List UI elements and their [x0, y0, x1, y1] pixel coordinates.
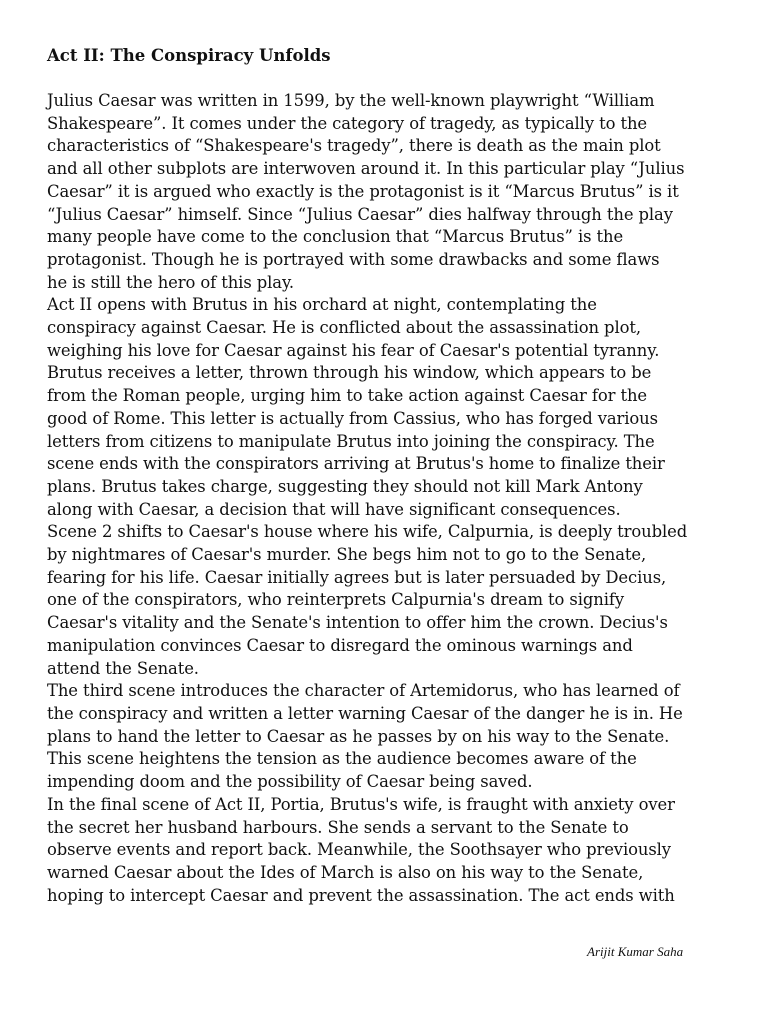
text-line: many people have come to the conclusion that “Marcus Brutus” is the: [47, 227, 624, 247]
text-line: protagonist. Though he is portrayed with some drawbacks and some flaws: [47, 249, 660, 269]
text-line: fearing for his life. Caesar initially agrees but is later persuaded by Decius,: [47, 567, 667, 587]
document-title: Act II: The Conspiracy Unfolds: [47, 46, 331, 65]
text-line: Shakespeare”. It comes under the category of tragedy, as typically to the: [47, 113, 648, 133]
text-line: from the Roman people, urging him to take action against Caesar for the: [47, 386, 648, 406]
text-line: Caesar's vitality and the Senate's intention to offer him the crown. Decius's: [47, 613, 668, 633]
text-line: manipulation convinces Caesar to disregard the ominous warnings and: [47, 635, 633, 655]
document-page: [47, 44, 737, 907]
paragraph: [47, 794, 737, 908]
text-line: along with Caesar, a decision that will have significant consequences.: [47, 499, 621, 519]
text-line: by nightmares of Caesar's murder. She begs him not to go to the Senate,: [47, 545, 647, 565]
text-line: Caesar” it is argued who exactly is the protagonist is it “Marcus Brutus” is it: [47, 181, 679, 201]
text-line: good of Rome. This letter is actually from Cassius, who has forged various: [47, 408, 658, 428]
text-line: attend the Senate.: [47, 658, 199, 678]
document-body: [47, 90, 737, 907]
text-line: This scene heightens the tension as the audience becomes aware of the: [47, 749, 637, 769]
text-line: scene ends with the conspirators arriving at Brutus's home to finalize their: [47, 454, 665, 474]
paragraph: [47, 90, 737, 294]
text-line: the conspiracy and written a letter warning Caesar of the danger he is in. He: [47, 703, 683, 723]
text-line: one of the conspirators, who reinterprets Calpurnia's dream to signify: [47, 590, 624, 610]
text-line: Brutus receives a letter, thrown through his window, which appears to be: [47, 363, 652, 383]
text-line: characteristics of “Shakespeare's tragedy”, there is death as the main plot: [47, 136, 661, 156]
text-line: Julius Caesar was written in 1599, by the well-known playwright “William: [47, 91, 655, 110]
text-line: weighing his love for Caesar against his fear of Caesar's potential tyranny.: [47, 340, 660, 360]
author-signature: Arijit Kumar Saha: [587, 944, 684, 959]
text-line: “Julius Caesar” himself. Since “Julius Caesar” dies halfway through the play: [47, 204, 673, 224]
text-line: conspiracy against Caesar. He is conflicted about the assassination plot,: [47, 318, 641, 338]
text-line: In the final scene of Act II, Portia, Brutus's wife, is fraught with anxiety over: [47, 794, 675, 814]
text-line: Act II opens with Brutus in his orchard at night, contemplating the: [47, 295, 597, 315]
text-line: hoping to intercept Caesar and prevent the assassination. The act ends with: [47, 885, 675, 905]
text-line: he is still the hero of this play.: [47, 272, 295, 292]
text-line: Scene 2 shifts to Caesar's house where his wife, Calpurnia, is deeply troubled: [47, 522, 688, 542]
text-line: The third scene introduces the character of Artemidorus, who has learned of: [47, 681, 680, 701]
paragraph: [47, 680, 737, 794]
text-line: plans. Brutus takes charge, suggesting they should not kill Mark Antony: [47, 476, 643, 496]
text-line: letters from citizens to manipulate Brutus into joining the conspiracy. The: [47, 431, 655, 451]
text-line: the secret her husband harbours. She sends a servant to the Senate to: [47, 817, 629, 837]
paragraph: [47, 294, 737, 521]
paragraph: [47, 521, 737, 680]
text-line: impending doom and the possibility of Caesar being saved.: [47, 772, 533, 792]
text-line: plans to hand the letter to Caesar as he passes by on his way to the Senate.: [47, 726, 670, 746]
text-line: observe events and report back. Meanwhile, the Soothsayer who previously: [47, 840, 671, 860]
text-line: warned Caesar about the Ides of March is also on his way to the Senate,: [47, 862, 644, 882]
text-line: and all other subplots are interwoven around it. In this particular play “Julius: [47, 159, 685, 179]
